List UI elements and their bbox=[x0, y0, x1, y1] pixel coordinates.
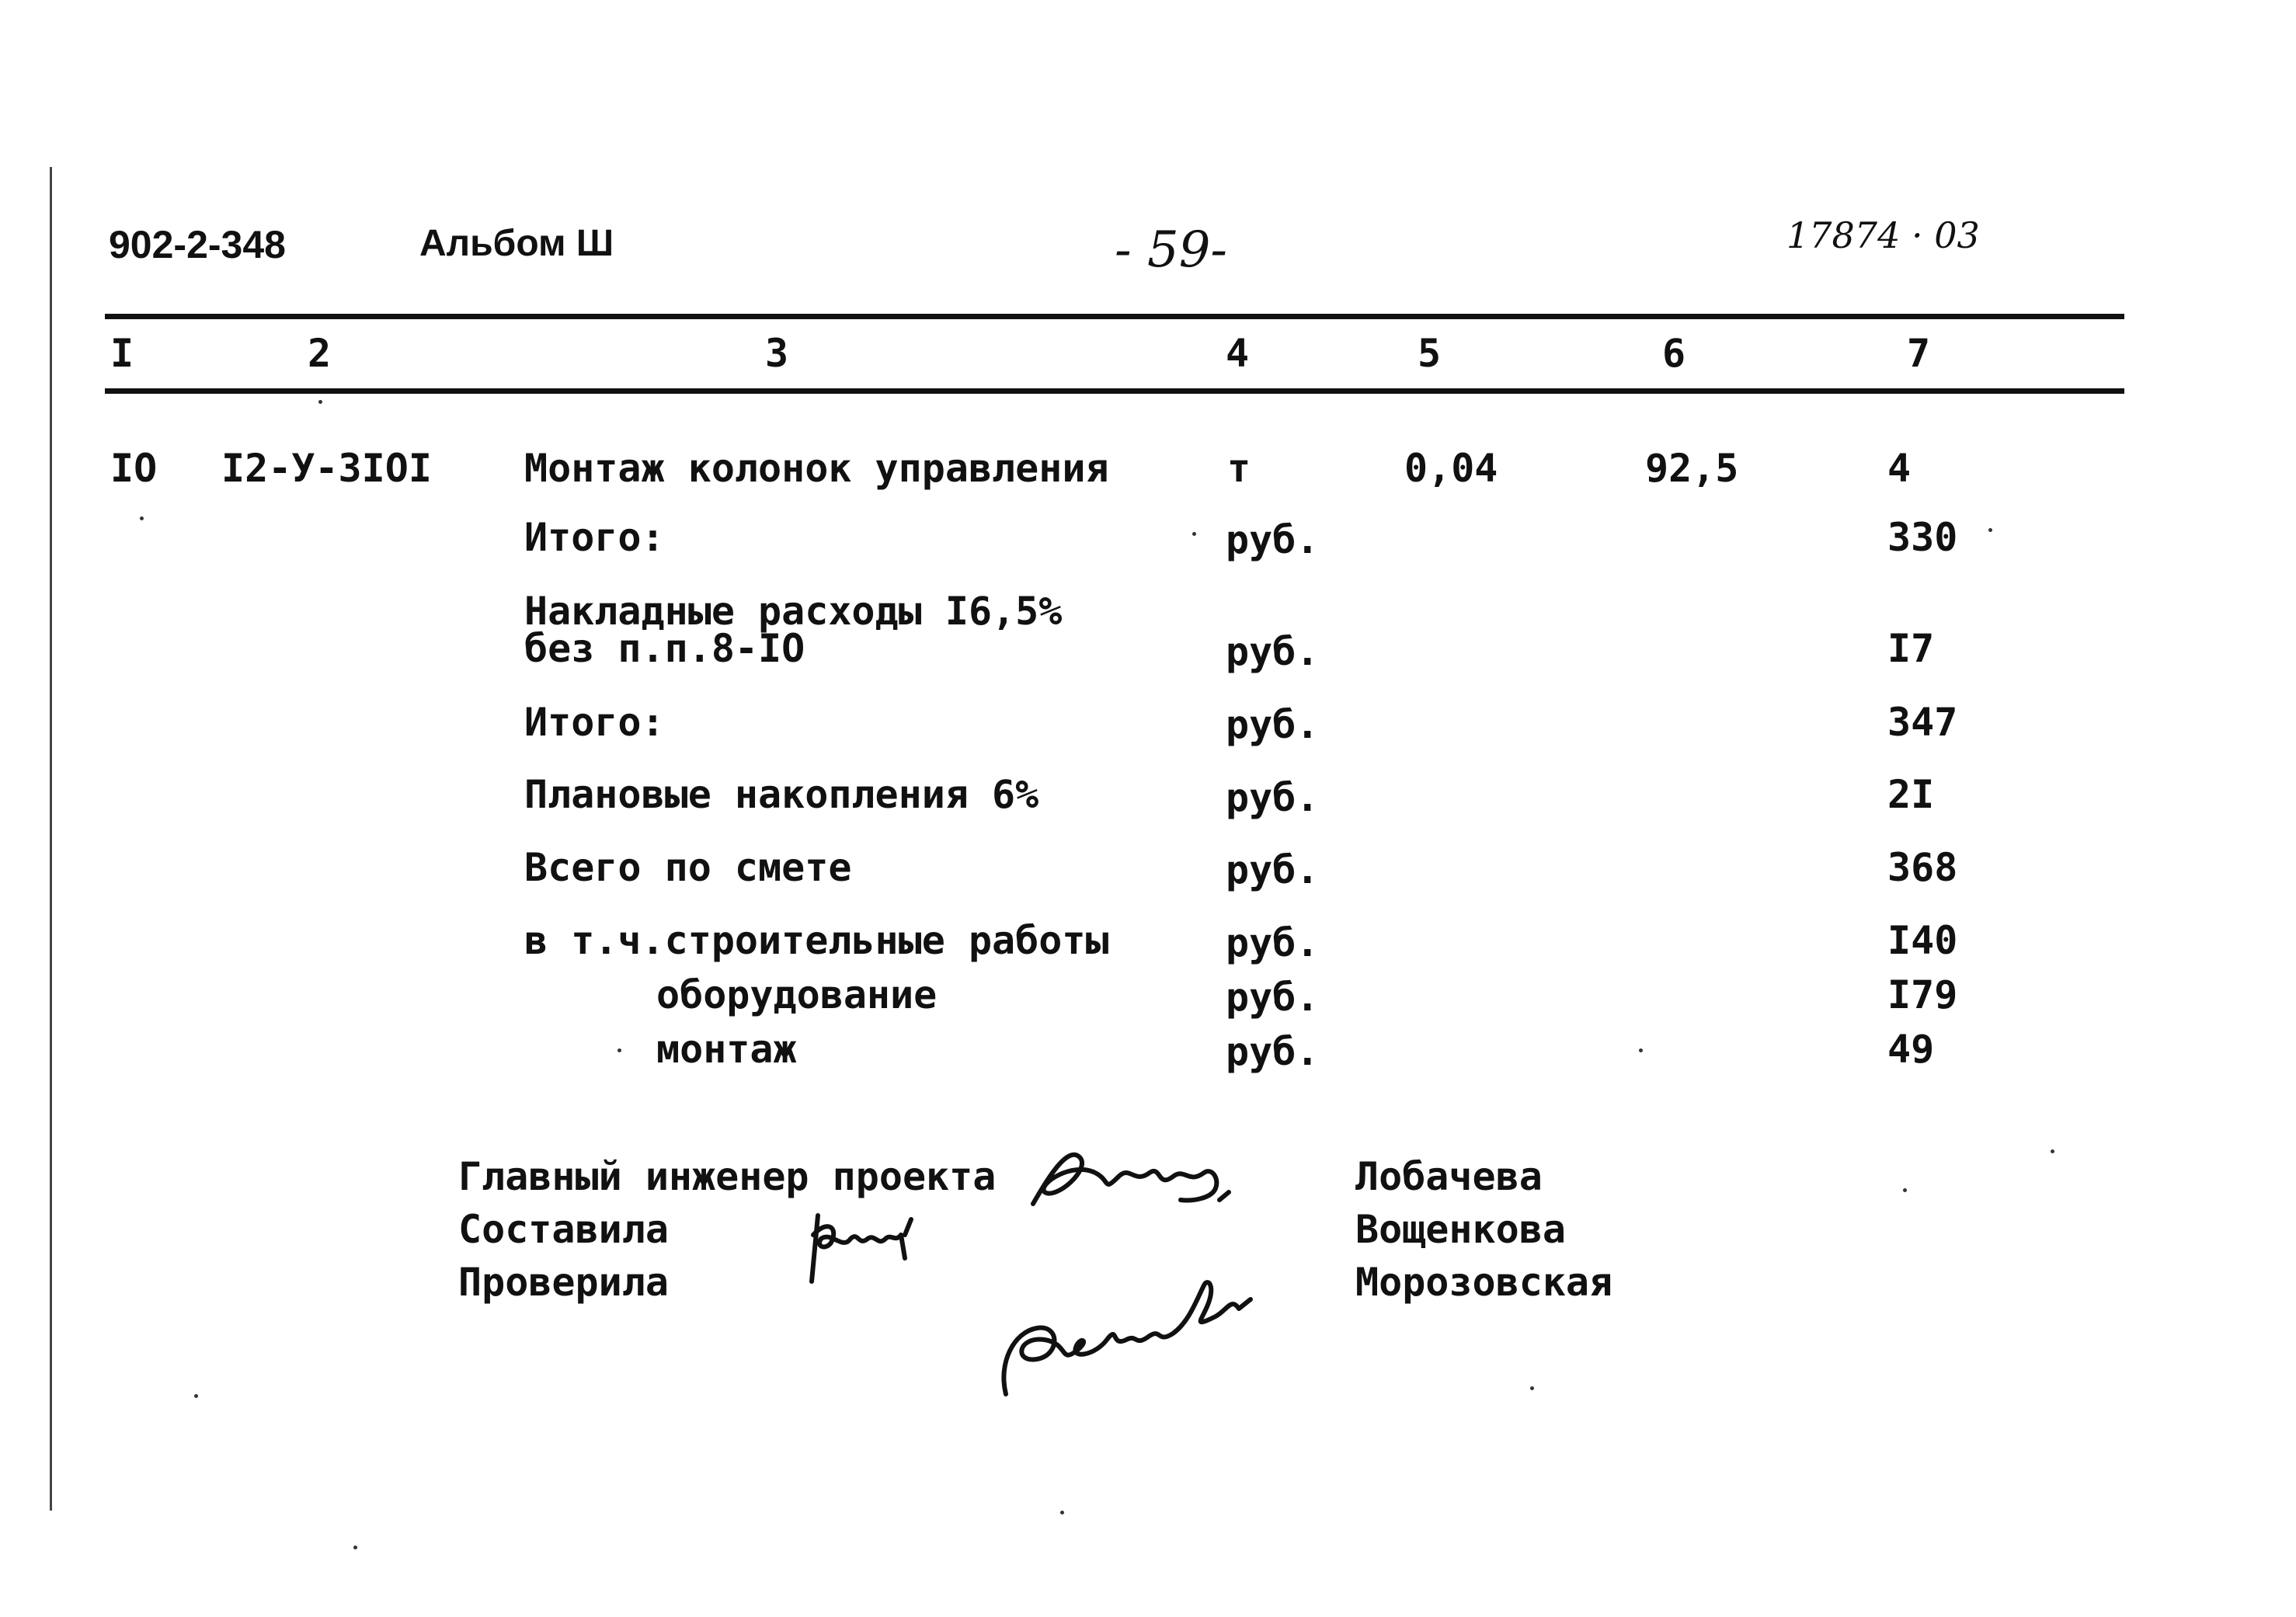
signature-role: Составила bbox=[458, 1207, 669, 1252]
total-unit: руб. bbox=[1226, 975, 1320, 1020]
total-unit: руб. bbox=[1226, 775, 1320, 820]
signature-name: Вощенкова bbox=[1355, 1207, 1566, 1252]
row-name: Монтаж колонок управления bbox=[524, 446, 1109, 491]
scan-speck bbox=[2051, 1149, 2054, 1153]
total-label: оборудование bbox=[656, 972, 938, 1017]
column-header: 7 bbox=[1907, 331, 1931, 376]
row-cost: 4 bbox=[1887, 446, 1912, 491]
column-header: 3 bbox=[765, 331, 789, 376]
page-number: - 59- bbox=[1115, 221, 1228, 279]
scan-speck bbox=[194, 1394, 198, 1398]
handwritten-signature bbox=[804, 1204, 920, 1297]
total-label: в т.ч.строительные работы bbox=[524, 918, 1109, 963]
total-unit: руб. bbox=[1226, 920, 1320, 965]
scan-speck bbox=[1192, 532, 1196, 536]
column-header: 2 bbox=[308, 331, 332, 376]
row-quantity: 0,04 bbox=[1404, 446, 1498, 491]
column-header: 4 bbox=[1226, 331, 1250, 376]
total-unit: руб. bbox=[1226, 702, 1320, 747]
total-value: 2I bbox=[1887, 772, 1935, 817]
total-value: 347 bbox=[1887, 700, 1958, 745]
total-value: I79 bbox=[1887, 972, 1958, 1017]
scan-speck bbox=[140, 516, 144, 520]
total-label: монтаж bbox=[656, 1027, 797, 1072]
total-label: Итого: bbox=[524, 515, 665, 560]
table-top-rule bbox=[105, 314, 2124, 319]
total-unit: руб. bbox=[1226, 847, 1320, 892]
total-unit: руб. bbox=[1226, 517, 1320, 562]
page-edge-line bbox=[50, 167, 52, 1511]
total-label: Плановые накопления 6% bbox=[524, 772, 1039, 817]
scan-speck bbox=[318, 400, 322, 404]
total-label: Итого: bbox=[524, 700, 665, 745]
column-header: 6 bbox=[1662, 331, 1686, 376]
scan-speck bbox=[1903, 1188, 1907, 1192]
handwritten-signature bbox=[1025, 1130, 1243, 1223]
total-value: 368 bbox=[1887, 845, 1958, 890]
inventory-number: 17874 · 03 bbox=[1786, 214, 1980, 256]
row-price: 92,5 bbox=[1645, 446, 1739, 491]
signature-name: Морозовская bbox=[1355, 1260, 1613, 1305]
column-header: I bbox=[110, 331, 134, 376]
scan-speck bbox=[1988, 528, 1992, 532]
total-unit: руб. bbox=[1226, 629, 1320, 674]
total-value: I7 bbox=[1887, 626, 1935, 671]
row-code: I2-У-3IOI bbox=[221, 446, 432, 491]
total-label: Накладные расходы I6,5% bbox=[524, 589, 1063, 634]
handwritten-signature bbox=[983, 1262, 1278, 1402]
document-code: 902-2-348 bbox=[109, 223, 286, 266]
scan-speck bbox=[1060, 1511, 1064, 1514]
scan-speck bbox=[353, 1546, 357, 1549]
scan-speck bbox=[617, 1048, 621, 1052]
signature-role: Проверила bbox=[458, 1260, 669, 1305]
signature-name: Лобачева bbox=[1355, 1154, 1543, 1199]
album-label: Альбом Ш bbox=[419, 223, 614, 264]
total-value: I40 bbox=[1887, 918, 1958, 963]
table-header-rule bbox=[105, 388, 2124, 394]
total-label-continued: без п.п.8-IO bbox=[524, 626, 805, 671]
scan-speck bbox=[1639, 1048, 1643, 1052]
signature-role: Главный инженер проекта bbox=[458, 1154, 997, 1199]
row-number: IO bbox=[110, 446, 158, 491]
row-unit: т bbox=[1227, 446, 1251, 491]
total-label: Всего по смете bbox=[524, 845, 852, 890]
scan-speck bbox=[1530, 1386, 1534, 1390]
total-value: 49 bbox=[1887, 1027, 1935, 1072]
column-header: 5 bbox=[1418, 331, 1442, 376]
total-value: 330 bbox=[1887, 515, 1958, 560]
total-unit: руб. bbox=[1226, 1029, 1320, 1074]
